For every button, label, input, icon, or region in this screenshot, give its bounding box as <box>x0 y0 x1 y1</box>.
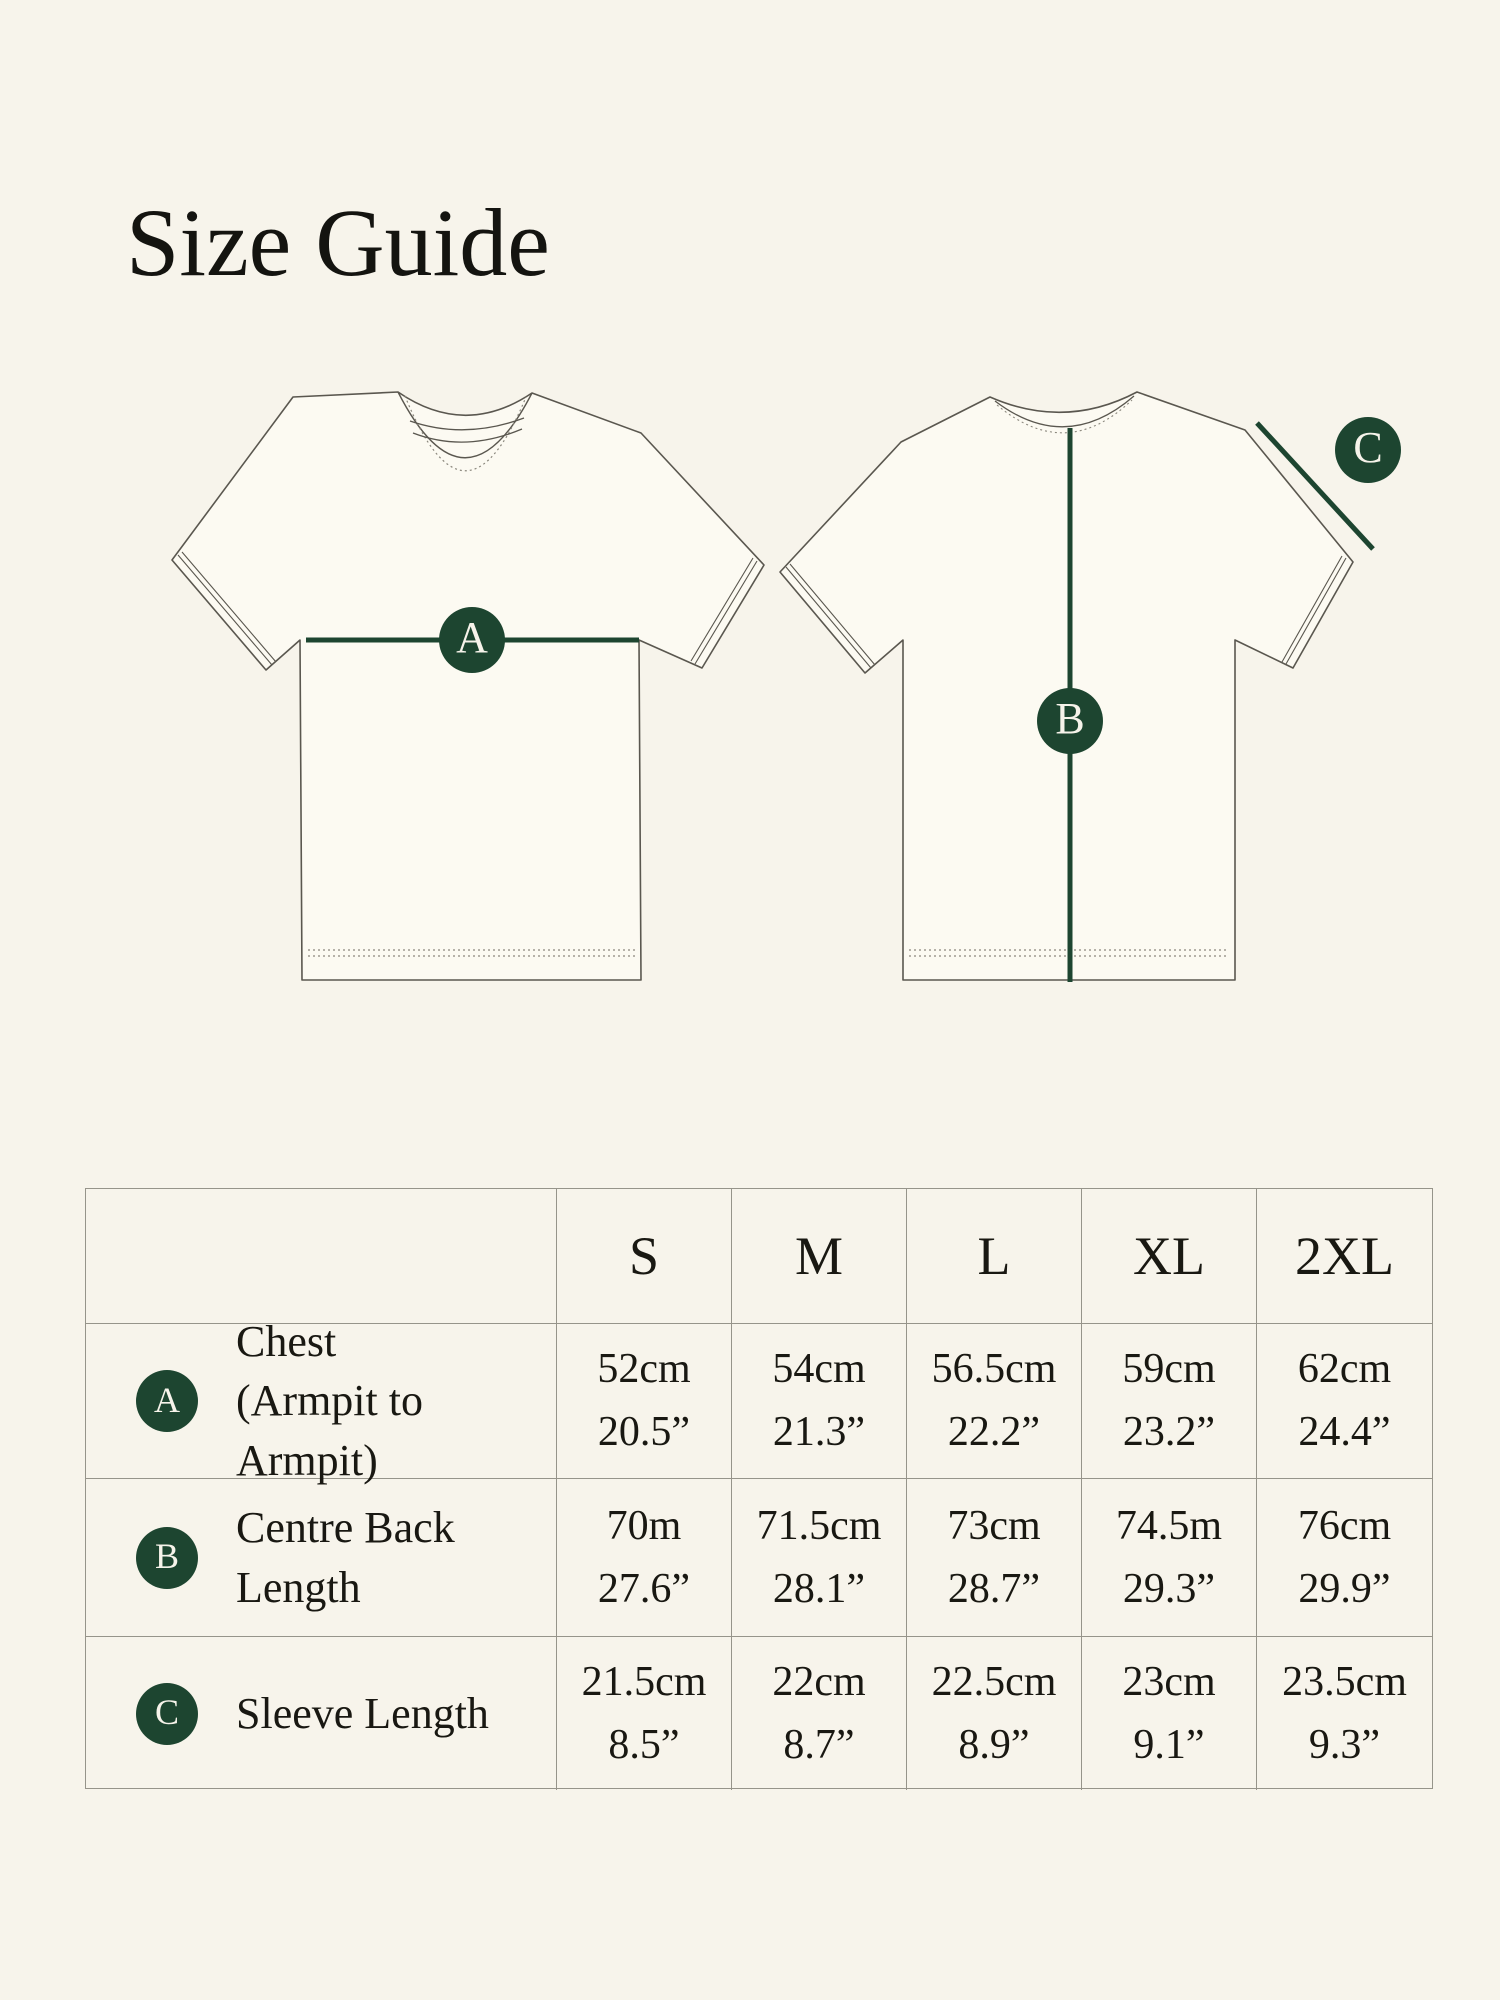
chest-l-cm: 56.5cm <box>931 1346 1057 1392</box>
marker-a-badge: A <box>136 1370 198 1432</box>
row-chest-label <box>236 1312 556 1490</box>
back-length-m-in: 28.1” <box>772 1565 866 1612</box>
size-header-l: L <box>907 1189 1082 1324</box>
sleeve-s-in: 8.5” <box>608 1721 680 1768</box>
chest-value-2xl <box>1257 1324 1432 1479</box>
chest-m-in: 21.3” <box>772 1409 866 1455</box>
chest-xl-cm: 59cm <box>1122 1346 1216 1392</box>
sleeve-value-l <box>907 1637 1082 1790</box>
back-length-value-s <box>557 1479 732 1637</box>
chest-value-m <box>732 1324 907 1479</box>
chest-m-cm: 54cm <box>772 1346 866 1392</box>
row-chest-label-line1: Chest <box>236 1316 337 1366</box>
front-shirt-outline <box>172 392 764 980</box>
table-corner-cell <box>86 1189 557 1324</box>
back-length-s-in: 27.6” <box>597 1565 691 1612</box>
chest-value-xl <box>1082 1324 1257 1479</box>
marker-c-badge: C <box>136 1683 198 1745</box>
row-chest-label-line2: (Armpit to Armpit) <box>236 1376 423 1485</box>
sleeve-xl-in: 9.1” <box>1133 1721 1205 1768</box>
front-shirt-illustration <box>150 380 800 1000</box>
sleeve-m-in: 8.7” <box>783 1721 855 1768</box>
sleeve-l-in: 8.9” <box>958 1721 1030 1768</box>
row-back-length-label-line1: Centre Back <box>236 1503 455 1553</box>
back-length-value-2xl <box>1257 1479 1432 1637</box>
row-back-length-label-line2: Length <box>236 1562 361 1612</box>
row-sleeve-label-cell <box>86 1637 557 1790</box>
row-sleeve-label <box>236 1684 489 1743</box>
back-length-2xl-cm: 76cm <box>1297 1502 1392 1549</box>
sleeve-value-xl <box>1082 1637 1257 1790</box>
back-length-xl-in: 29.3” <box>1122 1565 1216 1612</box>
back-length-value-m <box>732 1479 907 1637</box>
row-back-length-label-cell <box>86 1479 557 1637</box>
chest-value-l <box>907 1324 1082 1479</box>
sleeve-xl-cm: 23cm <box>1122 1658 1216 1705</box>
sleeve-l-cm: 22.5cm <box>931 1658 1057 1705</box>
sleeve-m-cm: 22cm <box>772 1658 866 1705</box>
chest-s-cm: 52cm <box>597 1346 691 1392</box>
marker-b-diagram: B <box>1037 688 1103 754</box>
back-length-value-l <box>907 1479 1082 1637</box>
back-length-value-xl <box>1082 1479 1257 1637</box>
marker-b-badge: B <box>136 1527 198 1589</box>
sleeve-value-m <box>732 1637 907 1790</box>
sleeve-s-cm: 21.5cm <box>581 1658 707 1705</box>
back-length-xl-cm: 74.5m <box>1115 1502 1223 1549</box>
size-header-s: S <box>557 1189 732 1324</box>
chest-l-in: 22.2” <box>947 1409 1041 1455</box>
row-back-length-label <box>236 1498 455 1617</box>
sleeve-2xl-in: 9.3” <box>1308 1721 1381 1768</box>
chest-value-s <box>557 1324 732 1479</box>
chest-xl-in: 23.2” <box>1122 1409 1216 1455</box>
back-length-m-cm: 71.5cm <box>756 1502 882 1549</box>
chest-s-in: 20.5” <box>597 1409 691 1455</box>
sleeve-value-s <box>557 1637 732 1790</box>
back-shirt-illustration <box>760 380 1420 1000</box>
sleeve-2xl-cm: 23.5cm <box>1282 1658 1407 1705</box>
back-shirt-outline <box>780 392 1353 980</box>
size-header-2xl: 2XL <box>1257 1189 1432 1324</box>
back-length-s-cm: 70m <box>606 1502 682 1549</box>
size-header-m: M <box>732 1189 907 1324</box>
size-table <box>85 1188 1433 1789</box>
chest-2xl-cm: 62cm <box>1297 1346 1392 1392</box>
chest-2xl-in: 24.4” <box>1298 1409 1391 1455</box>
sleeve-value-2xl <box>1257 1637 1432 1790</box>
row-chest-label-cell <box>86 1316 557 1485</box>
marker-c-diagram: C <box>1335 417 1401 483</box>
marker-a-diagram: A <box>439 607 505 673</box>
back-length-2xl-in: 29.9” <box>1298 1565 1391 1612</box>
row-sleeve-label-line1: Sleeve Length <box>236 1688 489 1738</box>
size-header-xl: XL <box>1082 1189 1257 1324</box>
back-length-l-cm: 73cm <box>947 1502 1041 1549</box>
back-length-l-in: 28.7” <box>947 1565 1041 1612</box>
page-title: Size Guide <box>126 189 550 296</box>
